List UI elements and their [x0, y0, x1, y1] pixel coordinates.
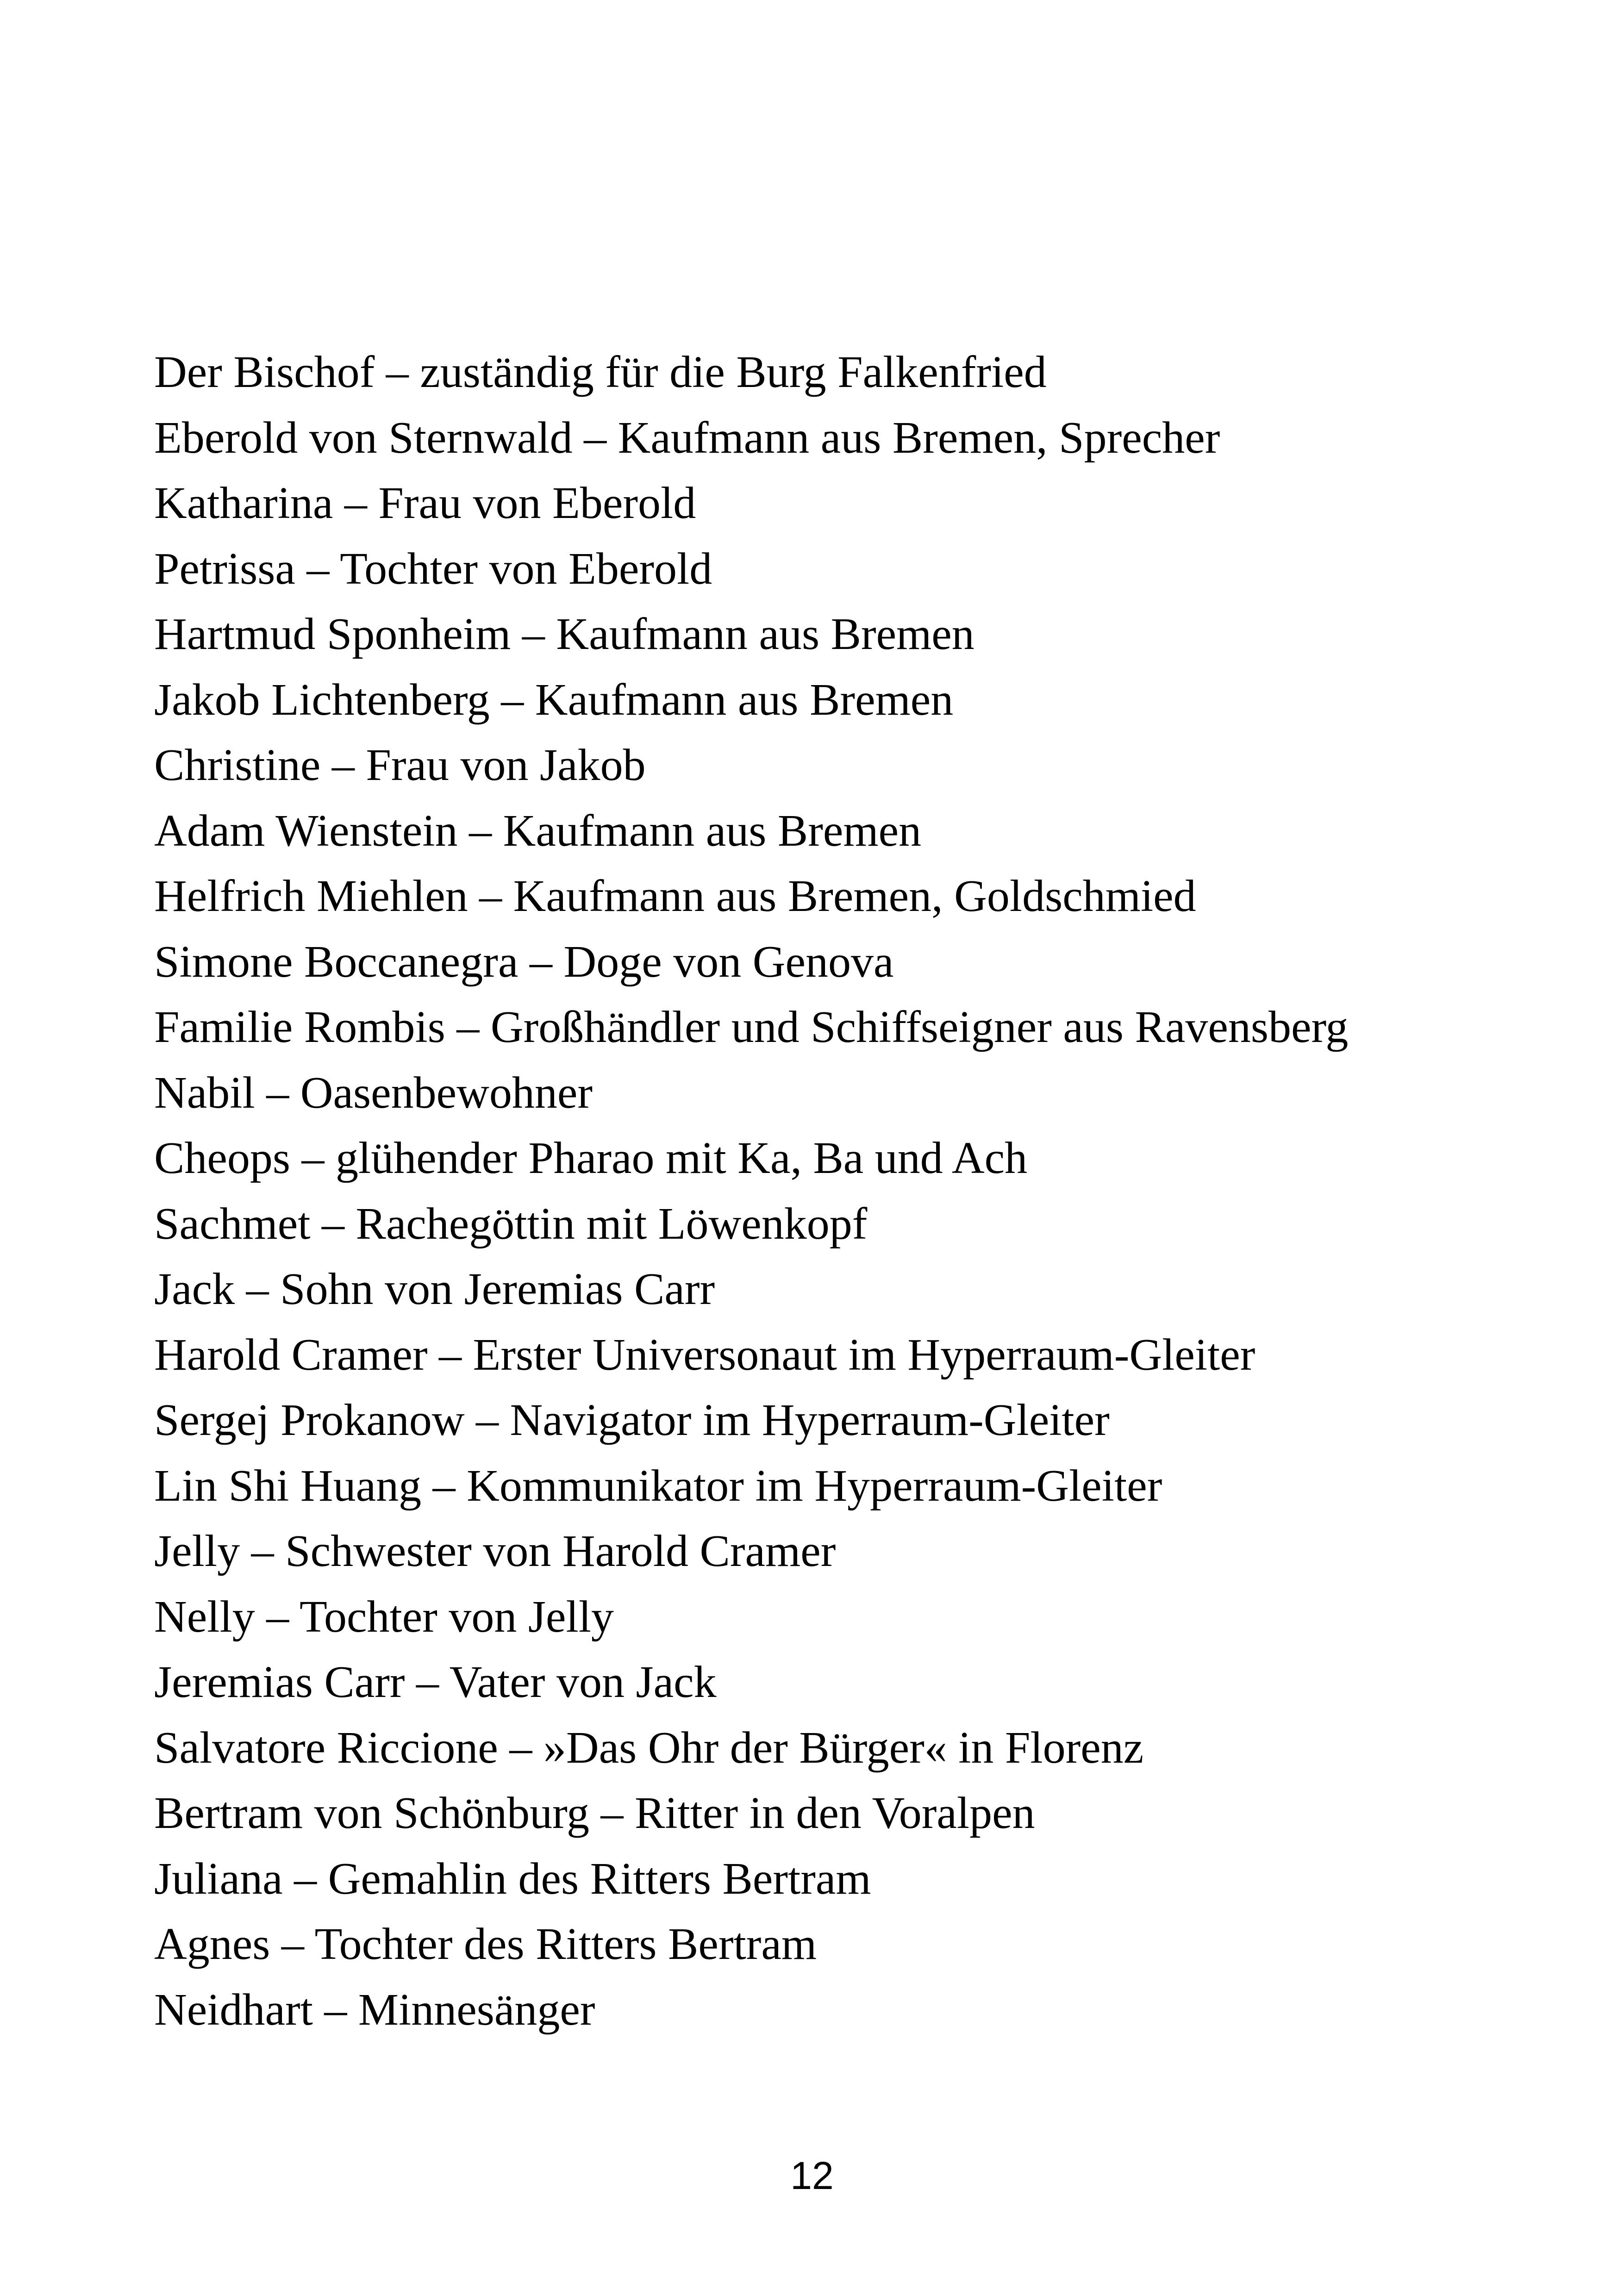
- character-entry: Christine – Frau von Jakob: [154, 740, 646, 790]
- character-entry: Agnes – Tochter des Ritters Bertram: [154, 1919, 817, 1969]
- character-entry: Sergej Prokanow – Navigator im Hyperraum-Gleiter: [154, 1395, 1110, 1445]
- character-entry: Simone Boccanegra – Doge von Genova: [154, 936, 894, 987]
- character-entry: Harold Cramer – Erster Universonaut im Hyperraum-Gleiter: [154, 1329, 1255, 1380]
- character-entry: Sachmet – Rachegöttin mit Löwenkopf: [154, 1198, 868, 1249]
- character-entry: Adam Wienstein – Kaufmann aus Bremen: [154, 805, 922, 856]
- character-entry: Jelly – Schwester von Harold Cramer: [154, 1526, 836, 1576]
- page-number: 12: [790, 2154, 834, 2197]
- character-entry: Nelly – Tochter von Jelly: [154, 1591, 614, 1642]
- character-entry: Jack – Sohn von Jeremias Carr: [154, 1264, 715, 1314]
- character-entry: Petrissa – Tochter von Eberold: [154, 543, 712, 594]
- character-entry: Cheops – glühender Pharao mit Ka, Ba und Ach: [154, 1133, 1028, 1183]
- character-entry: Juliana – Gemahlin des Ritters Bertram: [154, 1853, 871, 1904]
- character-entry: Hartmud Sponheim – Kaufmann aus Bremen: [154, 609, 974, 659]
- character-entry: Eberold von Sternwald – Kaufmann aus Bremen, Sprecher: [154, 412, 1220, 463]
- character-entry: Nabil – Oasenbewohner: [154, 1067, 593, 1118]
- character-entry: Salvatore Riccione – »Das Ohr der Bürger« in Florenz: [154, 1722, 1144, 1773]
- character-entry: Neidhart – Minnesänger: [154, 1984, 595, 2035]
- character-entry: Familie Rombis – Großhändler und Schiffseigner aus Ravensberg: [154, 1002, 1349, 1052]
- character-entry: Jeremias Carr – Vater von Jack: [154, 1657, 717, 1707]
- character-entry: Der Bischof – zuständig für die Burg Falkenfried: [154, 347, 1047, 397]
- character-list: [154, 340, 1348, 2043]
- character-entry: Bertram von Schönburg – Ritter in den Voralpen: [154, 1788, 1035, 1838]
- character-entry: Helfrich Miehlen – Kaufmann aus Bremen, Goldschmied: [154, 871, 1196, 921]
- character-entry: Lin Shi Huang – Kommunikator im Hyperraum-Gleiter: [154, 1460, 1162, 1511]
- character-entry: Katharina – Frau von Eberold: [154, 478, 696, 528]
- character-entry: Jakob Lichtenberg – Kaufmann aus Bremen: [154, 674, 954, 725]
